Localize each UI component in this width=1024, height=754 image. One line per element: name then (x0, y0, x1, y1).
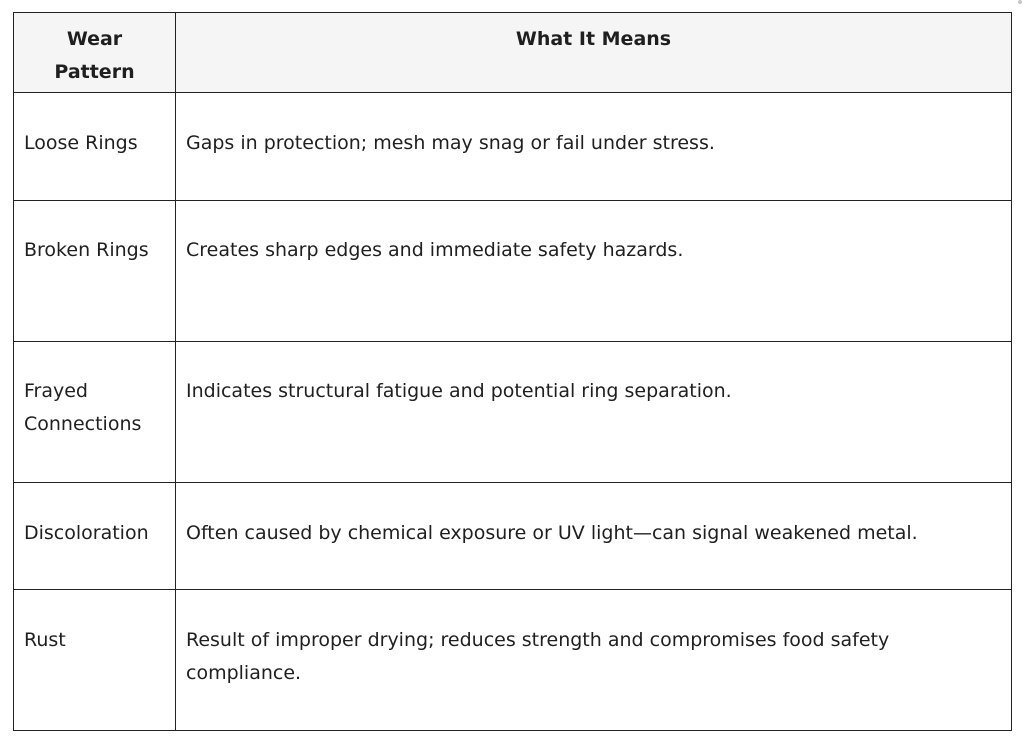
meaning-cell: Gaps in protection; mesh may snag or fail under stress. (176, 93, 1012, 201)
table-row (14, 93, 1012, 201)
table-header (14, 13, 1012, 93)
wear-pattern-cell: Loose Rings (14, 93, 176, 201)
table-row (14, 483, 1012, 590)
header-wear-pattern: Wear Pattern (14, 13, 176, 93)
table-row (14, 342, 1012, 483)
meaning-cell: Indicates structural fatigue and potential ring separation. (176, 342, 1012, 483)
table-body (14, 93, 1012, 731)
wear-pattern-cell: Rust (14, 590, 176, 731)
meaning-cell: Result of improper drying; reduces strength and compromises food safety compliance. (176, 590, 1012, 731)
meaning-cell: Often caused by chemical exposure or UV light—can signal weakened metal. (176, 483, 1012, 590)
wear-pattern-cell: Broken Rings (14, 201, 176, 342)
meaning-cell: Creates sharp edges and immediate safety hazards. (176, 201, 1012, 342)
scroll-indicator (1018, 0, 1022, 4)
table-row (14, 590, 1012, 731)
wear-pattern-cell: Frayed Connections (14, 342, 176, 483)
table-row (14, 201, 1012, 342)
wear-pattern-cell: Discoloration (14, 483, 176, 590)
header-what-it-means: What It Means (176, 13, 1012, 93)
header-row (14, 13, 1012, 93)
wear-pattern-table (13, 12, 1012, 731)
